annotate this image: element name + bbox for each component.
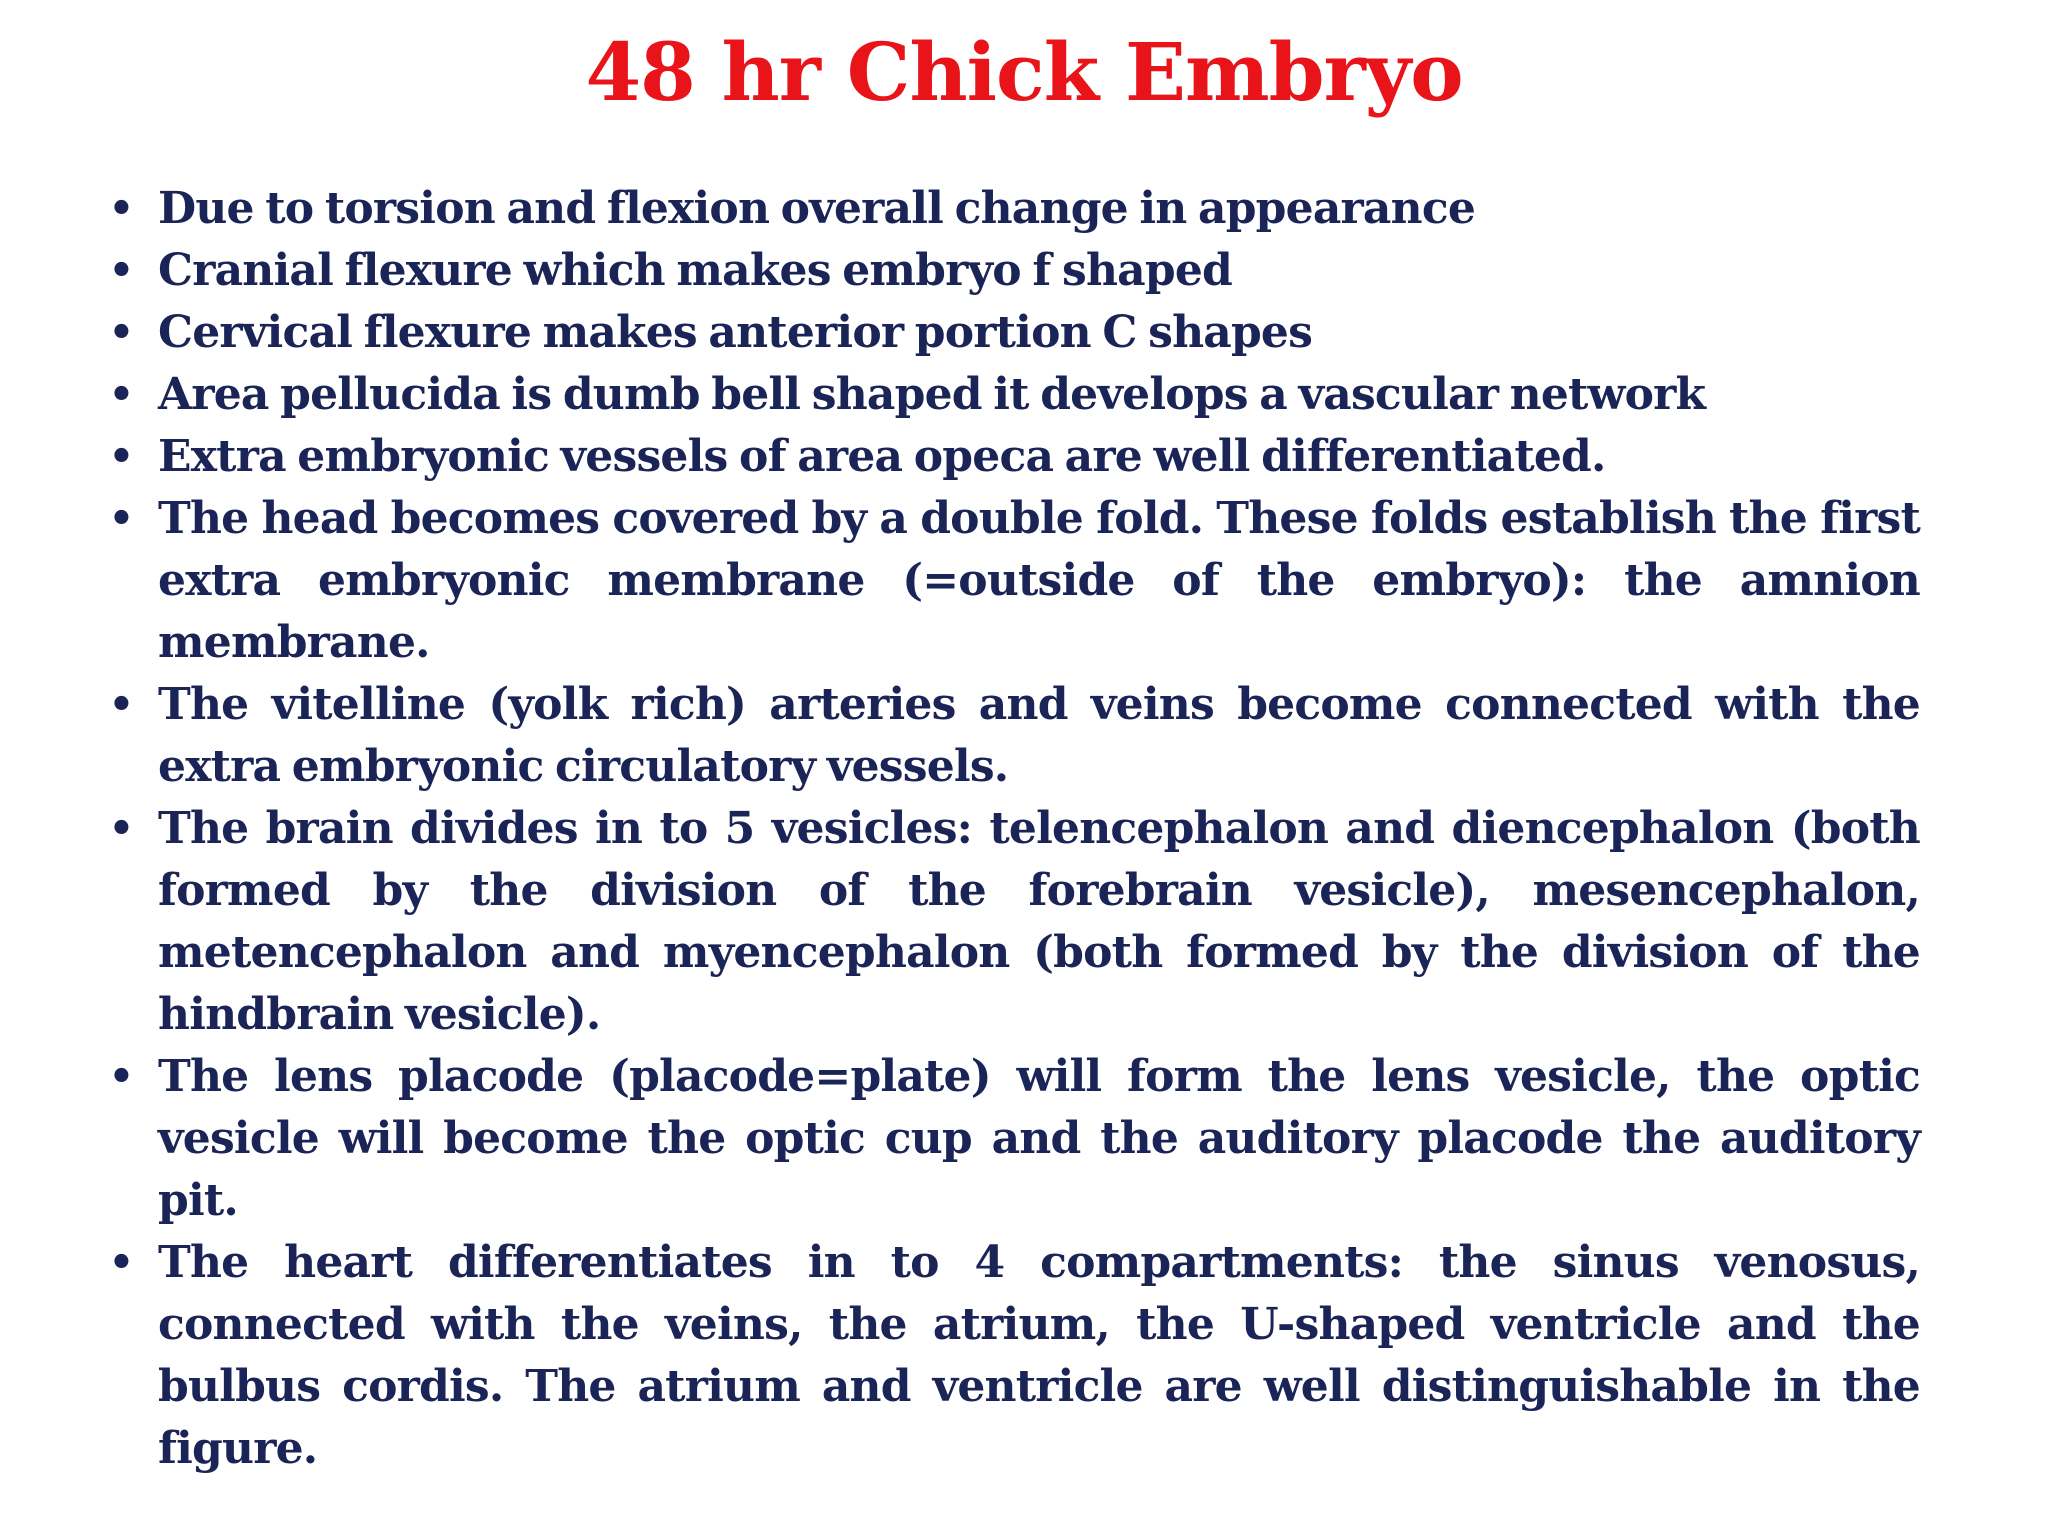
bullet-text: Due to torsion and flexion overall change in appearance [158, 183, 1476, 234]
bullet-item [108, 1232, 1920, 1480]
bullet-text: The lens placode (placode=plate) will form the lens vesicle, the optic vesicle will become the optic cup and the auditory placode the auditory pit. [158, 1051, 1920, 1226]
bullet-text: Extra embryonic vessels of area opeca are well differentiated. [158, 431, 1606, 482]
bullet-text: The vitelline (yolk rich) arteries and veins become connected with the extra embryonic circulatory vessels. [158, 679, 1920, 792]
bullet-text: The heart differentiates in to 4 compartments: the sinus venosus, connected with the veins, the atrium, the U-shaped ventricle and the bulbus cordis. The atrium and ventricle are well distinguishable in the figure. [158, 1237, 1920, 1474]
bullet-item [108, 798, 1920, 1046]
bullet-item [108, 674, 1920, 798]
bullet-icon: • [108, 186, 134, 232]
bullet-item [108, 488, 1920, 674]
bullet-icon: • [108, 1054, 134, 1100]
bullet-icon: • [108, 806, 134, 852]
bullet-text: Cranial flexure which makes embryo f shaped [158, 245, 1233, 296]
bullet-item [108, 240, 1920, 302]
slide-title: 48 hr Chick Embryo [585, 25, 1463, 119]
bullet-item [108, 364, 1920, 426]
bullet-list [108, 178, 1920, 1480]
bullet-icon: • [108, 310, 134, 356]
bullet-icon: • [108, 496, 134, 542]
bullet-item [108, 178, 1920, 240]
bullet-icon: • [108, 248, 134, 294]
bullet-icon: • [108, 1240, 134, 1286]
bullet-item [108, 1046, 1920, 1232]
bullet-icon: • [108, 682, 134, 728]
bullet-text: Cervical flexure makes anterior portion C shapes [158, 307, 1313, 358]
bullet-text: Area pellucida is dumb bell shaped it develops a vascular network [158, 369, 1706, 420]
bullet-text: The brain divides in to 5 vesicles: telencephalon and diencephalon (both formed by the division of the forebrain vesicle), mesencephalon, metencephalon and myencephalon (both formed by the division of the hindbrain vesicle). [158, 803, 1920, 1040]
bullet-icon: • [108, 372, 134, 418]
bullet-item [108, 302, 1920, 364]
bullet-item [108, 426, 1920, 488]
bullet-icon: • [108, 434, 134, 480]
bullet-text: The head becomes covered by a double fold. These folds establish the first extra embryonic membrane (=outside of the embryo): the amnion membrane. [158, 493, 1920, 668]
